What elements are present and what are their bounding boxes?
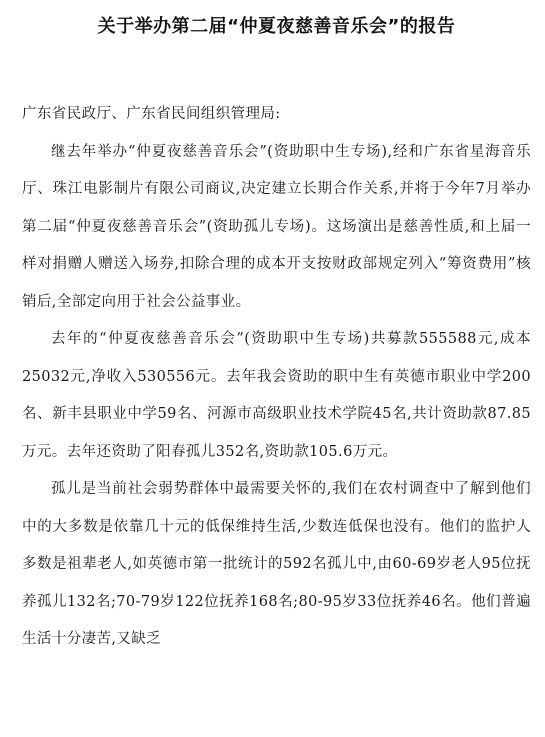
paragraph-orphans: 孤儿是当前社会弱势群体中最需要关怀的,我们在农村调查中了解到他们中的大多数是依靠几十元的低保维持生活,少数连低保也没有。他们的监护人多数是祖辈老人,如英德市第一批统计的592名孤儿中,由60-69岁老人95位抚养孤儿132名;70-79岁122位抚养168名;80-95岁33位抚养46名。他们普遍生活十分凄苦,又缺乏 [22,481,531,647]
paragraph-last-year-results: 去年的“仲夏夜慈善音乐会”(资助职中生专场)共募款555588元,成本25032元,净收入530556元。去年我会资助的职中生有英德市职业中学200名、新丰县职业中学59名、河源市高级职业技术学院45名,共计资助款87.85万元。去年还资助了阳春孤儿352名,资助款105.6万元。 [22,331,531,460]
paragraph-intro: 继去年举办“仲夏夜慈善音乐会”(资助职中生专场),经和广东省星海音乐厅、珠江电影制片有限公司商议,决定建立长期合作关系,并将于今年7月举办第二届“仲夏夜慈善音乐会”(资助孤儿专场)。这场演出是慈善性质,和上届一样对捐赠人赠送入场券,扣除合理的成本开支按财政部规定列入“筹资费用”核销后,全部定向用于社会公益事业。 [22,143,531,310]
addressee-line: 广东省民政厅、广东省民间组织管理局: [22,106,281,122]
document-title: 关于举办第二届“仲夏夜慈善音乐会”的报告 [97,16,456,37]
